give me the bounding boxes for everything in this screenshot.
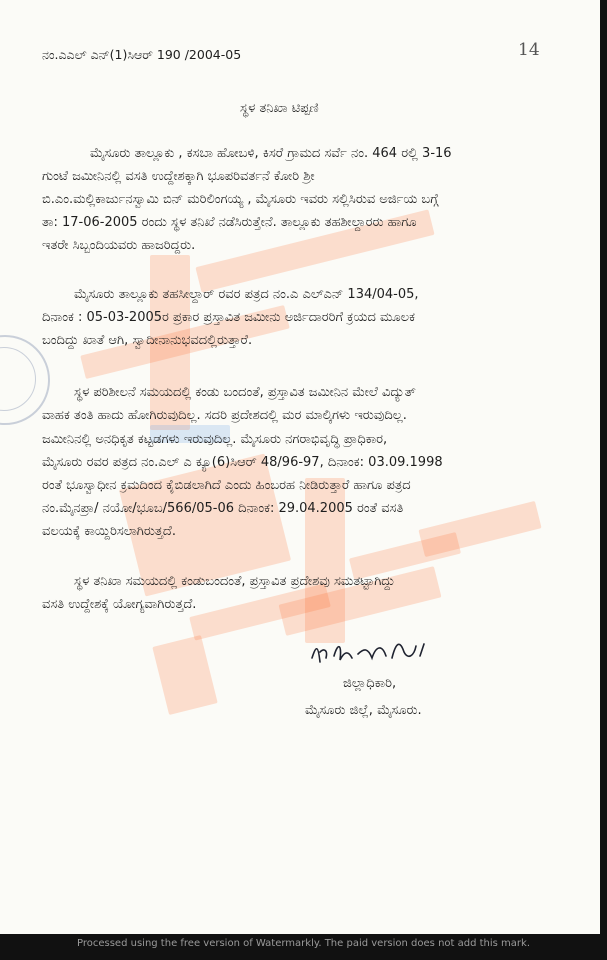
watermark-shape xyxy=(418,501,541,557)
para3-line: ನಂ.ಮೈನಪ್ರಾ/ ನಯೋ/ಭೂಬ/566/05-06 ದಿನಾಂಕ: 29.04.2005 ರಂತೆ ವಸತಿ xyxy=(42,501,404,516)
reference-number: ನಂ.ಎಎಲ್ ಎನ್(1)ಸಿಆರ್ 190 /2004-05 xyxy=(42,47,242,62)
watermark-shape xyxy=(152,635,217,715)
watermark-footer-note: Processed using the free version of Watermarkly. The paid version does not add this mark. xyxy=(77,938,530,949)
para3-line: ಸ್ಥಳ ಪರಿಶೀಲನೆ ಸಮಯದಲ್ಲಿ ಕಂಡು ಬಂದಂತೆ, ಪ್ರಸ್ತಾವಿತ ಜಮೀನಿನ ಮೇಲೆ ವಿದ್ಯುತ್ xyxy=(74,385,416,400)
page-number: 14 xyxy=(518,40,540,60)
para4-line: ವಸತಿ ಉದ್ದೇಶಕ್ಕೆ ಯೋಗ್ಯವಾಗಿರುತ್ತದೆ. xyxy=(42,597,197,612)
para1-line: ತಾ: 17-06-2005 ರಂದು ಸ್ಥಳ ತನಿಖೆ ನಡೆಸಿರುತ್ತೇನೆ. ತಾಲ್ಲೂಕು ತಹಶೀಲ್ದಾರರು ಹಾಗೂ xyxy=(42,215,417,230)
para1-line: ಇತರೇ ಸಿಬ್ಬಂದಿಯವರು ಹಾಜರಿದ್ದರು. xyxy=(42,238,196,253)
para2-line: ಬಂದಿದ್ದು ಖಾತೆ ಆಗಿ, ಸ್ವಾದೀನಾನುಭವದಲ್ಲಿರುತ್ತಾರೆ. xyxy=(42,333,253,348)
para3-line: ರಂತೆ ಭೂಸ್ವಾಧೀನ ಕ್ರಮದಿಂದ ಕೈಬಿಡಲಾಗಿದೆ ಎಂದು ಹಿಂಬರಹ ನೀಡಿರುತ್ತಾರೆ ಹಾಗೂ ಪತ್ರದ xyxy=(42,478,411,493)
designation: ಜಿಲ್ಲಾಧಿಕಾರಿ, xyxy=(343,676,397,691)
para1-line: ಮೈಸೂರು ತಾಲ್ಲೂಕು , ಕಸಬಾ ಹೋಬಳಿ, ಕಿಸರೆ ಗ್ರಾಮದ ಸರ್ವೆ ನಂ. 464 ರಲ್ಲಿ 3-16 xyxy=(90,146,452,161)
para1-line: ಬಿ.ಎಂ.ಮಲ್ಲಿಕಾರ್ಜುನಸ್ವಾಮಿ ಬಿನ್ ಮರಿಲಿಂಗಯ್ಯ , ಮೈಸೂರು ಇವರು ಸಲ್ಲಿಸಿರುವ ಅರ್ಜಿಯ ಬಗ್ಗೆ xyxy=(42,192,439,207)
para3-line: ವಾಹಕ ತಂತಿ ಹಾದು ಹೋಗಿರುವುದಿಲ್ಲ. ಸದರಿ ಪ್ರದೇಶದಲ್ಲಿ ಮರ ಮಾಲ್ಕಿಗಳು ಇರುವುದಿಲ್ಲ. xyxy=(42,408,407,423)
para3-line: ಜಮೀನಿನಲ್ಲಿ ಅನಧಿಕೃತ ಕಟ್ಟಡಗಳು ಇರುವುದಿಲ್ಲ. ಮೈಸೂರು ನಗರಾಭಿವೃದ್ಧಿ ಪ್ರಾಧಿಕಾರ, xyxy=(42,432,388,447)
para2-line: ಮೈಸೂರು ತಾಲ್ಲೂಕು ತಹಸೀಲ್ದಾರ್ ರವರ ಪತ್ರದ ನಂ.ಎ ಎಲ್ಎನ್ 134/04-05, xyxy=(74,287,419,302)
para3-line: ಮೈಸೂರು ರವರ ಪತ್ರದ ನಂ.ಎಲ್ ಎ ಕ್ಯೂ(6)ಸಿಆರ್ 48/96-97, ದಿನಾಂಕ: 03.09.1998 xyxy=(42,455,443,470)
para3-line: ವಲಯಕ್ಕೆ ಕಾಯ್ದಿರಿಸಲಾಗಿರುತ್ತದೆ. xyxy=(42,524,176,539)
signature xyxy=(308,638,438,668)
para4-line: ಸ್ಥಳ ತನಿಖಾ ಸಮಯದಲ್ಲಿ ಕಂಡುಬಂದಂತೆ, ಪ್ರಸ್ತಾವಿತ ಪ್ರದೇಶವು ಸಮತಟ್ಟಾಗಿದ್ದು xyxy=(74,574,396,589)
document-title: ಸ್ಥಳ ತನಿಖಾ ಟಿಪ್ಪಣಿ xyxy=(240,101,319,116)
para1-line: ಗುಂಟೆ ಜಮೀನಿನಲ್ಲಿ ವಸತಿ ಉದ್ದೇಶಕ್ಕಾಗಿ ಭೂಪರಿವರ್ತನೆ ಕೋರಿ ಶ್ರೀ xyxy=(42,169,315,184)
office-name: ಮೈಸೂರು ಜಿಲ್ಲೆ, ಮೈಸೂರು. xyxy=(305,703,422,718)
para2-line: ದಿನಾಂಕ : 05-03-2005ರ ಪ್ರಕಾರ ಪ್ರಸ್ತಾವಿತ ಜಮೀನು ಅರ್ಜಿದಾರರಿಗೆ ಕ್ರಯದ ಮೂಲಕ xyxy=(42,310,415,325)
